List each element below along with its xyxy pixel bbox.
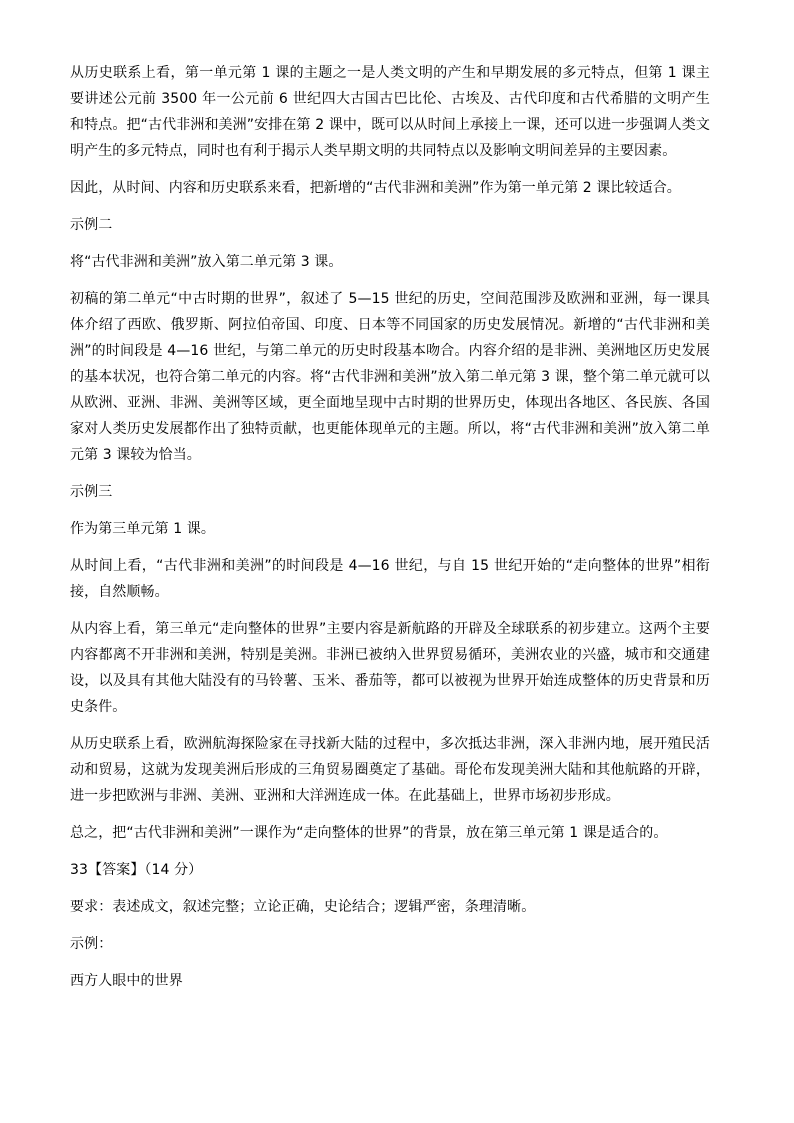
paragraph-history-link-unit1: 从历史联系上看，第一单元第 1 课的主题之一是人类文明的产生和早期发展的多元特点，但第 1 课主要讲述公元前 3500 年一公元前 6 世纪四大古国古巴比伦、古埃及、古代印度和古代希腊的文明产生和特点。把“古代非洲和美洲”安排在第 2 课中，既可以从时间上承接上一课，还可以进一步强调人类文明产生的多元特点，同时也有利于揭示人类早期文明的共同特点以及影响文明间差异的主要因素。 — [70, 65, 710, 159]
paragraph-conclusion-unit1-lesson2: 因此，从时间、内容和历史联系来看，把新增的“古代非洲和美洲”作为第一单元第 2 课比较适合。 — [70, 180, 681, 196]
essay-title: 西方人眼中的世界 — [70, 973, 183, 989]
answer-heading-33: 33【答案】（14 分） — [70, 862, 203, 878]
heading-example-two: 示例二 — [70, 217, 113, 233]
paragraph-example-two-reasoning: 初稿的第二单元“中古时期的世界”，叙述了 5—15 世纪的历史，空间范围涉及欧洲和亚洲，每一课具体介绍了西欧、俄罗斯、阿拉伯帝国、印度、日本等不同国家的历史发展情况。新增的“古代非洲和美洲”的时间段是 4—16 世纪，与第二单元的历史时段基本吻合。内容介绍的是非洲、美洲地区历史发展的基本状况，也符合第二单元的内容。将“古代非洲和美洲”放入第二单元第 3 课，整个第二单元就可以从欧洲、亚洲、非洲、美洲等区域，更全面地呈现中古时期的世界历史，体现出各地区、各民族、各国家对人类历史发展都作出了独特贡献，也更能体现单元的主题。所以，将“古代非洲和美洲”放入第二单元第 3 课较为恰当。 — [70, 291, 710, 463]
paragraph-requirements: 要求：表述成文，叙述完整；立论正确，史论结合；逻辑严密，条理清晰。 — [70, 899, 536, 915]
heading-example-three: 示例三 — [70, 484, 113, 500]
document-body — [70, 60, 710, 1005]
paragraph-example-two-statement: 将“古代非洲和美洲”放入第二单元第 3 课。 — [70, 254, 343, 270]
paragraph-example-three-statement: 作为第三单元第 1 课。 — [70, 521, 216, 537]
paragraph-example-three-history-link: 从历史联系上看，欧洲航海探险家在寻找新大陆的过程中，多次抵达非洲，深入非洲内地，展开殖民活动和贸易，这就为发现美洲后形成的三角贸易圈奠定了基础。哥伦布发现美洲大陆和其他航路的开辟，进一步把欧洲与非洲、美洲、亚洲和大洋洲连成一体。在此基础上，世界市场初步形成。 — [70, 736, 710, 804]
heading-example: 示例： — [70, 936, 113, 952]
paragraph-example-three-time: 从时间上看，“古代非洲和美洲”的时间段是 4—16 世纪，与自 15 世纪开始的“走向整体的世界”相衔接，自然顺畅。 — [70, 558, 710, 600]
paragraph-example-three-content: 从内容上看，第三单元“走向整体的世界”主要内容是新航路的开辟及全球联系的初步建立。这两个主要内容都离不开非洲和美洲，特别是美洲。非洲已被纳入世界贸易循环，美洲农业的兴盛，城市和交通建设，以及具有其他大陆没有的马铃薯、玉米、番茄等，都可以被视为世界开始连成整体的历史背景和历史条件。 — [70, 621, 710, 715]
paragraph-example-three-summary: 总之，把“古代非洲和美洲”一课作为“走向整体的世界”的背景，放在第三单元第 1 课是适合的。 — [70, 825, 668, 841]
